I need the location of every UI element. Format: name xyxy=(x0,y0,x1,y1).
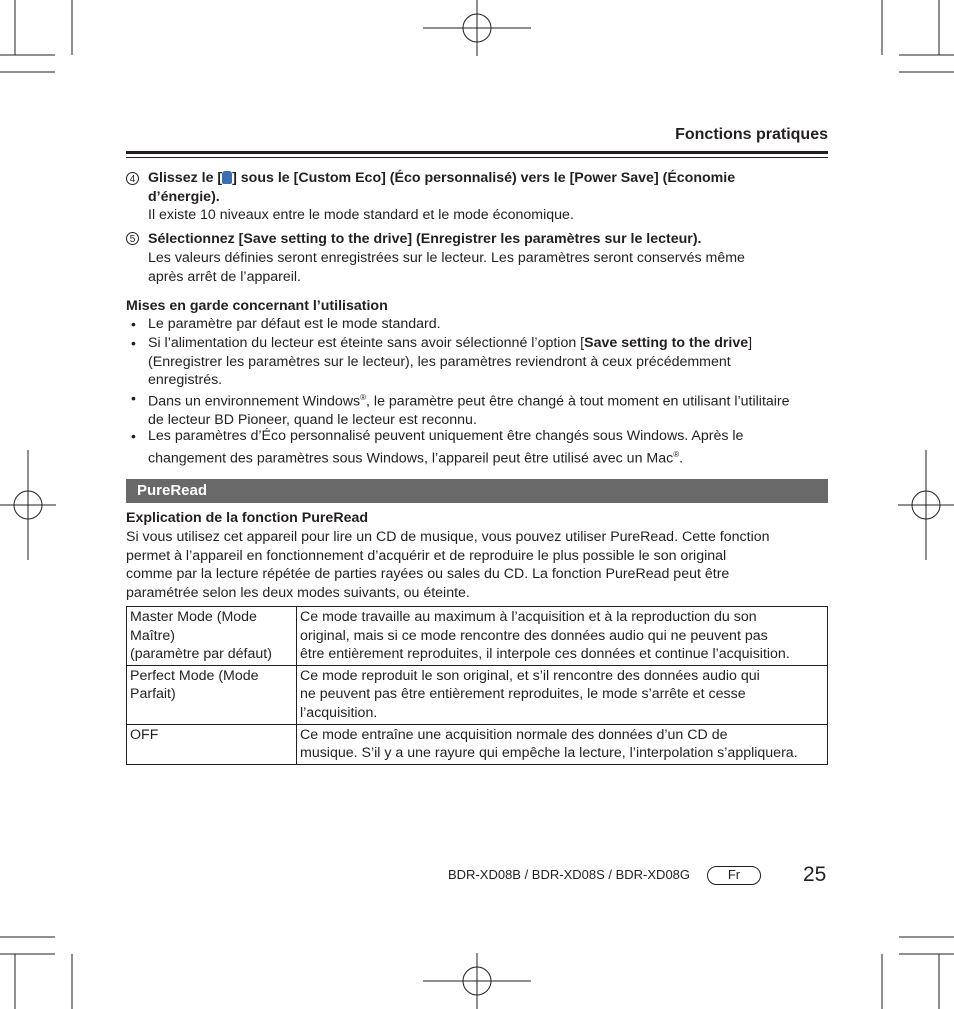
table-row xyxy=(127,607,828,666)
caution-bullet-3: Dans un environnement Windows®, le paramètre peut être changé à tout moment en utilisant l’utilitaire de lecteur BD Pioneer, quand le lecteur est reconnu. xyxy=(148,393,790,429)
cautions-heading: Mises en garde concernant l’utilisation xyxy=(126,298,388,314)
step-5-title: Sélectionnez [Save setting to the drive] (Enregistrer les paramètres sur le lecteur). xyxy=(148,231,702,247)
step-4-text: Il existe 10 niveaux entre le mode standard et le mode économique. xyxy=(148,207,574,223)
table-row xyxy=(127,724,828,764)
page-number: 25 xyxy=(803,863,827,886)
language-badge: Fr xyxy=(707,866,761,885)
mode-name-cell: OFF xyxy=(127,724,297,764)
header-rule-thick xyxy=(126,151,828,154)
step-number-5: 5 xyxy=(126,232,139,245)
mode-description-cell: Ce mode entraîne une acquisition normale des données d’un CD de musique. S’il y a une rayure qui empêche la lecture, l’interpolation s’appliquera. xyxy=(297,724,828,764)
header-rule-thin xyxy=(126,157,828,158)
table-row xyxy=(127,665,828,724)
mode-name-cell: Perfect Mode (Mode Parfait) xyxy=(127,665,297,724)
gear-icon xyxy=(222,171,232,184)
pureread-subheading: Explication de la fonction PureRead xyxy=(126,510,369,526)
step-number-4: 4 xyxy=(126,172,139,185)
caution-bullet-4: Les paramètres d’Éco personnalisé peuvent uniquement être changés sous Windows. Après le changement des paramètres sous Windows, l’appareil peut être utilisé avec un Mac®. xyxy=(148,428,744,467)
bullet-dot: • xyxy=(131,428,136,444)
bullet-dot: • xyxy=(131,316,136,332)
caution-bullet-2: Si l’alimentation du lecteur est éteinte sans avoir sélectionné l’option [Save setting to the drive] (Enregistrer les paramètres sur le lecteur), les paramètres reviendront à ceux précédemment enregistrés. xyxy=(148,335,753,389)
step-4-title: Glissez le [ ] sous le [Custom Eco] (Éco personnalisé) vers le [Power Save] (Économie d’énergie). xyxy=(148,170,736,205)
step-5-text: Les valeurs définies seront enregistrées sur le lecteur. Les paramètres seront conservés même après arrêt de l’appareil. xyxy=(148,250,745,285)
caution-bullet-1: Le paramètre par défaut est le mode standard. xyxy=(148,316,441,332)
mode-name-cell: Master Mode (Mode Maître) (paramètre par défaut) xyxy=(127,607,297,666)
bullet-dot: • xyxy=(131,335,136,351)
page-header-title: Fonctions pratiques xyxy=(675,126,828,143)
mode-description-cell: Ce mode reproduit le son original, et s’il rencontre des données audio qui ne peuvent pas être entièrement reproduites, le mode s’arrête et cesse l’acquisition. xyxy=(297,665,828,724)
footer-models: BDR-XD08B / BDR-XD08S / BDR-XD08G xyxy=(448,867,691,882)
modes-table xyxy=(126,606,828,765)
pureread-paragraph: Si vous utilisez cet appareil pour lire un CD de musique, vous pouvez utiliser PureRead. Cette fonction permet à l’appareil en fonctionnement d’acquérir et de reproduire le plus possible le son original comme par la lecture répétée de parties rayées ou sales du CD. La fonction PureRead peut être paramétrée selon les deux modes suivants, ou éteinte. xyxy=(126,529,770,601)
section-title: PureRead xyxy=(137,482,208,499)
mode-description-cell: Ce mode travaille au maximum à l’acquisition et à la reproduction du son original, mais si ce mode rencontre des données audio qui ne peuvent pas être entièrement reproduites, il interpole ces données et continue l’acquisition. xyxy=(297,607,828,666)
bullet-dot: • xyxy=(131,390,136,406)
section-bar-pureread xyxy=(126,479,828,503)
